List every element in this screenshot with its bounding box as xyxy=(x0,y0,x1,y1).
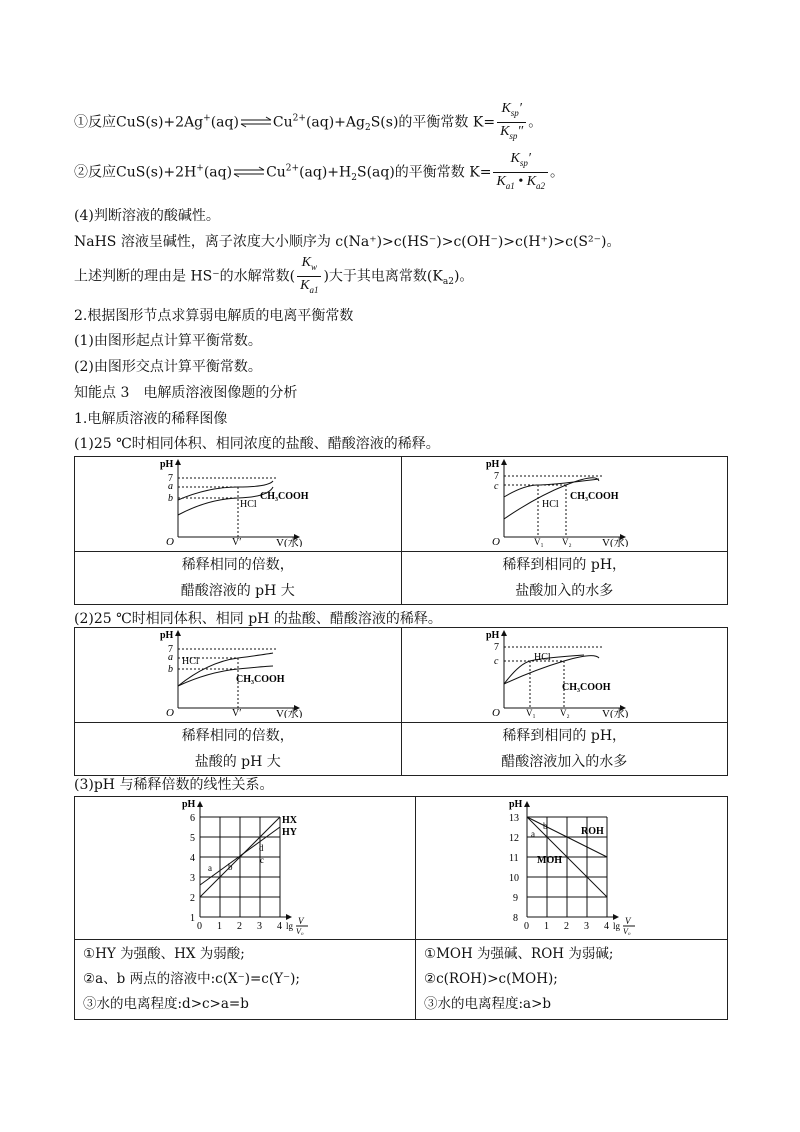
equation-2: ②反应CuS(s)+2H+(aq) $Cu^{2+}(aq)+H_2S(aq)$的平衡常数 K= $\frac{K_{sp}'}{K_{a1} • K_{a2}}$ 。 xyxy=(74,150,564,195)
svg-text:5: 5 xyxy=(190,833,195,844)
dilution-table-1 xyxy=(74,456,728,605)
equation-1: ①反应CuS(s)+2Ag+(aq) $Cu^{2+}(aq)+Ag_2S(s)$的平衡常数 K= $\frac{K_{sp}'}{K_{sp}''}$ 。 xyxy=(74,100,542,145)
conclusion-cell: 稀释相同的倍数， 盐酸的 pH 大 xyxy=(75,723,402,776)
svg-text:pH: pH xyxy=(486,459,500,470)
svg-text:a: a xyxy=(208,863,212,873)
svg-text:HCl: HCl xyxy=(239,499,257,510)
svg-text:V(水): V(水) xyxy=(275,537,303,547)
graph-cell xyxy=(401,457,728,552)
svg-text:9: 9 xyxy=(512,893,518,904)
svg-text:lg: lg xyxy=(286,921,294,931)
heading-2: 2.根据图形节点求算弱电解质的电离平衡常数 xyxy=(74,308,354,324)
svg-text:b: b xyxy=(542,821,547,831)
nahs-order: NaHS 溶液呈碱性，离子浓度大小顺序为 c(Na⁺)>c(HS⁻)>c(OH⁻)>c(H⁺)>c(S²⁻)。 xyxy=(74,234,621,250)
svg-text:1: 1 xyxy=(543,921,549,932)
svg-text:HY: HY xyxy=(282,827,297,838)
svg-text:V(水): V(水) xyxy=(275,708,303,718)
case-3-heading: (3)pH 与稀释倍数的线性关系。 xyxy=(74,777,274,793)
svg-text:V₁: V₁ xyxy=(526,708,536,718)
svg-text:V′: V′ xyxy=(231,537,242,547)
svg-text:MOH: MOH xyxy=(536,855,562,866)
linear-graph-base xyxy=(497,797,647,935)
svg-text:2: 2 xyxy=(563,921,569,932)
dilution-table-2 xyxy=(74,627,728,776)
svg-text:6: 6 xyxy=(190,813,195,824)
graph-cell xyxy=(416,797,728,940)
svg-text:7: 7 xyxy=(167,473,173,484)
svg-text:V: V xyxy=(624,916,630,926)
svg-text:c: c xyxy=(494,656,499,667)
svg-text:4: 4 xyxy=(603,921,609,932)
conclusion-cell: 稀释相同的倍数， 醋酸溶液的 pH 大 xyxy=(75,552,402,605)
conclusion-cell: ①HY 为强酸、HX 为弱酸; ②a、b 两点的溶液中:c(X⁻)=c(Y⁻); ③水的电离程度:d>c>a=b xyxy=(75,940,416,1020)
svg-text:O: O xyxy=(165,707,174,718)
conclusion-cell: ①MOH 为强碱、ROH 为弱碱; ②c(ROH)>c(MOH); ③水的电离程度:a>b xyxy=(416,940,728,1020)
svg-text:b: b xyxy=(167,493,173,504)
graph-cell xyxy=(401,628,728,723)
svg-text:a: a xyxy=(167,481,173,492)
svg-text:7: 7 xyxy=(494,642,500,653)
svg-text:0: 0 xyxy=(523,921,529,932)
svg-text:a: a xyxy=(167,652,173,663)
svg-text:HCl: HCl xyxy=(181,656,199,667)
svg-text:3: 3 xyxy=(257,921,262,932)
fraction: $\frac{K_{sp}'}{K_{sp}''}$ xyxy=(497,100,526,145)
fraction: $\frac{K_{sp}'}{K_{a1} • K_{a2}}$ xyxy=(493,150,548,195)
svg-text:4: 4 xyxy=(190,853,195,864)
svg-text:O: O xyxy=(492,536,501,547)
svg-text:V₀: V₀ xyxy=(296,927,304,935)
svg-text:8: 8 xyxy=(512,913,518,924)
svg-text:V′: V′ xyxy=(231,708,242,718)
reason-line: 上述判断的理由是 HS⁻的水解常数( $\frac{K_w}{K_{a1}}$ )大于其电离常数$(K_{a2})$。 xyxy=(74,254,473,299)
svg-text:7: 7 xyxy=(167,644,173,655)
svg-text:a: a xyxy=(530,829,535,839)
dilution-graph-2b xyxy=(474,628,654,718)
svg-text:HX: HX xyxy=(282,815,297,826)
item-2-1: (1)由图形起点计算平衡常数。 xyxy=(74,333,262,349)
conclusion-cell: 稀释到相同的 pH， 盐酸加入的水多 xyxy=(401,552,728,605)
section-4-heading: (4)判断溶液的酸碱性。 xyxy=(74,208,220,224)
svg-text:O: O xyxy=(492,707,501,718)
svg-text:d: d xyxy=(259,843,264,853)
case-1-heading: (1)25 ℃时相同体积、相同浓度的盐酸、醋酸溶液的稀释。 xyxy=(74,436,440,452)
graph-cell xyxy=(75,457,402,552)
svg-text:3: 3 xyxy=(190,873,195,884)
svg-text:V: V xyxy=(298,916,304,926)
svg-text:V₂: V₂ xyxy=(560,708,570,718)
conclusion-cell: 稀释到相同的 pH， 醋酸溶液加入的水多 xyxy=(401,723,728,776)
svg-text:V₁: V₁ xyxy=(534,537,544,547)
svg-text:c: c xyxy=(494,481,499,492)
svg-text:ROH: ROH xyxy=(580,826,604,837)
svg-text:2: 2 xyxy=(190,893,195,904)
dilution-graph-1a xyxy=(148,457,328,547)
svg-text:pH: pH xyxy=(159,459,174,470)
linear-table xyxy=(74,796,728,1020)
svg-text:7: 7 xyxy=(494,471,500,482)
linear-graph-acid xyxy=(170,797,320,935)
svg-text:pH: pH xyxy=(486,630,500,641)
svg-text:CH₃COOH: CH₃COOH xyxy=(570,491,619,502)
svg-text:lg: lg xyxy=(612,921,620,931)
heading-dilution: 1.电解质溶液的稀释图像 xyxy=(74,411,228,427)
dilution-graph-2a xyxy=(148,628,328,718)
svg-text:pH: pH xyxy=(508,799,522,810)
svg-text:10: 10 xyxy=(508,873,519,884)
svg-text:pH: pH xyxy=(159,630,174,641)
svg-text:V(水): V(水) xyxy=(602,537,629,547)
svg-text:V₂: V₂ xyxy=(562,537,572,547)
svg-text:3: 3 xyxy=(583,921,589,932)
svg-text:13: 13 xyxy=(508,813,519,824)
svg-text:12: 12 xyxy=(508,833,519,844)
fraction: $\frac{K_w}{K_{a1}}$ xyxy=(297,254,321,299)
svg-text:V₀: V₀ xyxy=(622,927,631,935)
equilibrium-arrow-icon xyxy=(239,116,273,128)
svg-text:CH₃COOH: CH₃COOH xyxy=(562,682,611,693)
case-2-heading: (2)25 ℃时相同体积、相同 pH 的盐酸、醋酸溶液的稀释。 xyxy=(74,611,442,627)
svg-text:HCl: HCl xyxy=(534,652,551,663)
dilution-graph-1b xyxy=(474,457,654,547)
svg-text:CH₃COOH: CH₃COOH xyxy=(235,674,285,685)
svg-text:pH: pH xyxy=(182,799,196,810)
graph-cell xyxy=(75,797,416,940)
svg-text:c: c xyxy=(260,855,264,865)
svg-text:2: 2 xyxy=(237,921,242,932)
svg-text:CH₃COOH: CH₃COOH xyxy=(259,491,309,502)
svg-text:4: 4 xyxy=(277,921,282,932)
svg-text:HCl: HCl xyxy=(542,499,559,510)
svg-text:0: 0 xyxy=(197,921,202,932)
svg-text:V(水): V(水) xyxy=(602,708,629,718)
svg-text:11: 11 xyxy=(508,853,519,864)
svg-text:1: 1 xyxy=(190,913,195,924)
item-2-2: (2)由图形交点计算平衡常数。 xyxy=(74,359,262,375)
svg-text:O: O xyxy=(165,536,174,547)
svg-text:b: b xyxy=(228,862,233,872)
svg-text:1: 1 xyxy=(217,921,222,932)
knowledge-point-3: 知能点 3 电解质溶液图像题的分析 xyxy=(74,385,298,401)
graph-cell xyxy=(75,628,402,723)
svg-text:b: b xyxy=(167,664,173,675)
equilibrium-arrow-icon xyxy=(232,166,266,178)
